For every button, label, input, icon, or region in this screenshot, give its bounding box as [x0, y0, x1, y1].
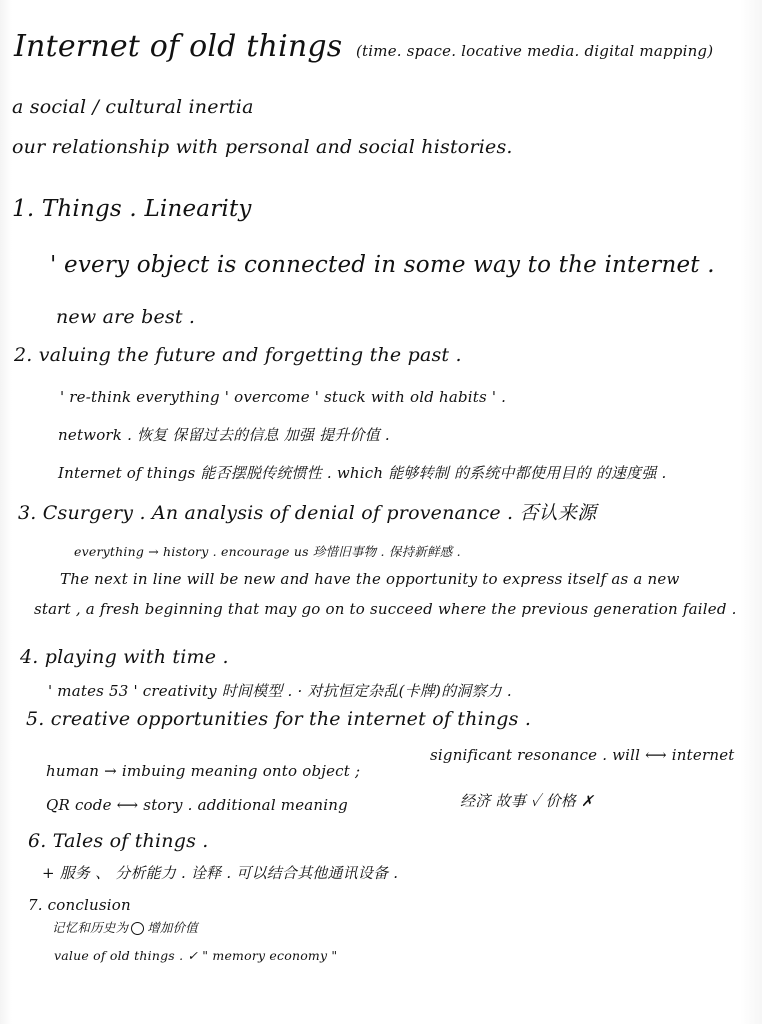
section-7-line-1-b: 增加价值: [147, 920, 199, 935]
page-title: Internet of old things: [14, 29, 343, 64]
section-5-line-2-left: QR code ⟷ story . additional meaning: [46, 796, 348, 814]
section-1-line-1: ' every object is connected in some way to the internet .: [50, 252, 715, 278]
section-1-heading: 1. Things . Linearity: [12, 196, 252, 222]
section-2-line-1: ' re-think everything ' overcome ' stuck with old habits ' .: [60, 388, 507, 406]
section-3-heading: 3. Csurgery . An analysis of denial of provenance . 否认来源: [18, 502, 597, 524]
section-5-heading: 5. creative opportunities for the internet of things .: [26, 708, 532, 730]
section-4-line-1: ' mates 53 ' creativity 时间模型 . · 对抗恒定杂乱(卡牌)的洞察力 .: [48, 682, 512, 700]
section-2-line-2: network . 恢复 保留过去的信息 加强 提升价值 .: [58, 426, 390, 444]
section-3-line-1: everything → history . encourage us 珍惜旧事物 . 保持新鲜感 .: [74, 544, 461, 559]
intro-line-1: a social / cultural inertia: [12, 96, 254, 118]
section-6-heading: 6. Tales of things .: [28, 830, 209, 852]
section-3-line-3: start , a fresh beginning that may go on to succeed where the previous generation failed .: [34, 600, 737, 618]
section-3-line-2: The next in line will be new and have the opportunity to express itself as a new: [60, 570, 680, 588]
section-4-heading: 4. playing with time .: [20, 646, 229, 668]
section-7-heading: 7. conclusion: [28, 896, 131, 914]
title-note: (time. space. locative media. digital mapping): [356, 42, 714, 60]
section-7-line-1-a: 记忆和历史为: [52, 920, 129, 935]
section-5-line-1-right: significant resonance . will ⟷ internet: [430, 746, 735, 764]
section-5-line-2-right: 经济 故事 ✓ 价格 ✗: [460, 792, 594, 810]
circle-icon: [131, 922, 144, 935]
section-7-line-1: [52, 922, 198, 935]
section-2-line-3: Internet of things 能否摆脱传统惯性 . which 能够转制 的系统中都使用目的 的速度强 .: [58, 464, 667, 482]
section-5-line-1-left: human → imbuing meaning onto object ;: [46, 762, 361, 780]
intro-line-2: our relationship with personal and social histories.: [12, 136, 513, 158]
section-2-heading: 2. valuing the future and forgetting the past .: [14, 344, 462, 366]
section-6-line-1: + 服务 、 分析能力 . 诠释 . 可以结合其他通讯设备 .: [42, 864, 399, 882]
section-1-line-2: new are best .: [56, 306, 196, 328]
section-7-line-2: value of old things . ✓ " memory economy ": [54, 948, 338, 963]
